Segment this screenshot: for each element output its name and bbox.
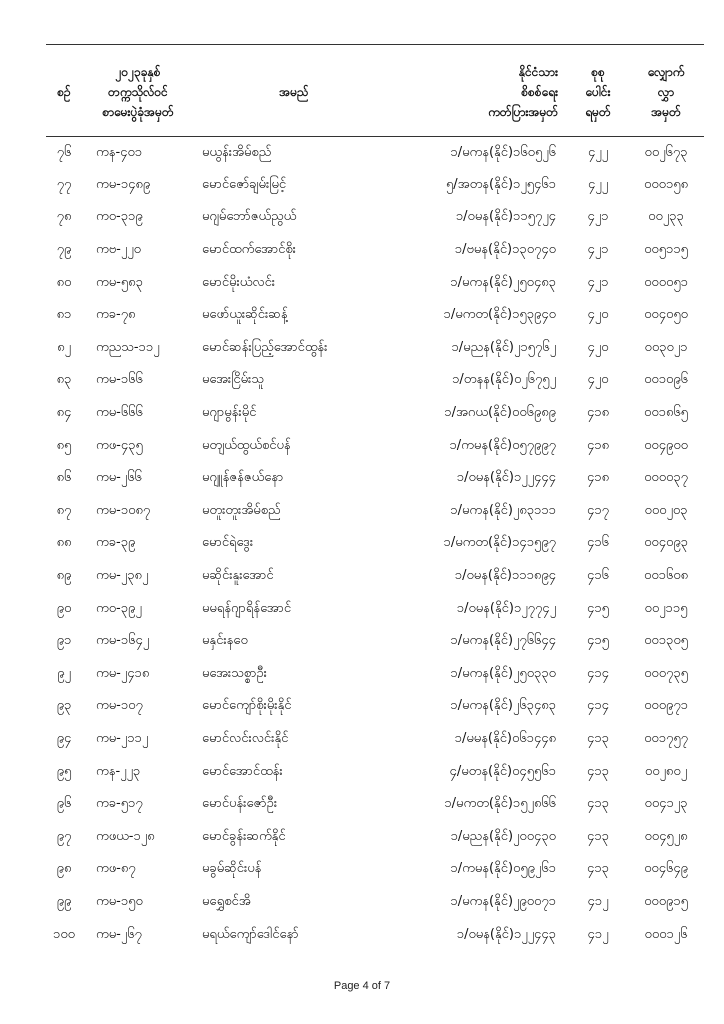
row-name: မောင်ဆန်းပြည့်အောင်ထွန်း [202,339,328,355]
row-no: ၉၀ [56,600,72,616]
row-total-score: ၄၁၃ [587,796,609,812]
row-name: မောင်ရဲဒွေး [202,535,254,551]
row-roll-number: ကန-၄၀၁ [96,144,143,160]
row-name: မတူးတူးအိမ်စည် [202,502,281,518]
row-total-score: ၄၂၁ [587,209,609,225]
row-application-number: ၀၀၃၀၂၁ [644,339,688,355]
header-app-line-3: အမှတ် [651,104,681,119]
table-row [46,462,704,495]
row-roll-number: ကမ-၂၁၁၂ [96,730,149,746]
row-nrc: ၁/ဝမန(နိုင်)၁၂၂၄၄၃ [456,926,556,942]
row-name: မောင်ကျော်စိုးမိုးနိုင် [202,698,292,714]
row-nrc: ၁/မကတ(နိုင်)၁၅၂၈၆၆ [444,796,556,812]
header-total-score [568,45,628,137]
row-roll-number: ကဝ-၃၉၂ [96,600,142,616]
table-row [46,365,704,398]
row-no: ၉၈ [56,861,72,877]
row-no: ၇၇ [56,176,72,192]
row-application-number: ၀၀၄၁၂၃ [644,796,688,812]
row-application-number: ၀၀၁၆၀၈ [644,568,688,584]
row-name: မဖော်ယူးဆိုင်းဆန့် [202,307,288,323]
row-no: ၁၀၀ [53,926,75,942]
table-row [46,821,704,854]
row-name: မဂျာမွန်းမိုင် [202,405,257,421]
row-roll-number: ကမ-၂၆၇ [96,926,142,942]
row-roll-number: ကမ-၆၆၆ [96,405,143,421]
table-row [46,788,704,821]
row-application-number: ၀၀၄၅၂၈ [644,828,688,844]
table-row [46,658,704,691]
row-total-score: ၄၁၈ [586,437,610,453]
row-name: မောင်မိုးယံလင်း [202,274,276,290]
row-nrc: ၁/မကန(နိုင်)၂၉၀၀၇၁ [450,893,556,909]
row-name: မောင်ဇော်ချမ်းမြင့် [202,176,287,192]
row-nrc: ၁/မကန(နိုင်)၁၆၀၅၂၆ [450,144,556,160]
row-name: မောင်ခွန်းဆက်နိုင် [202,828,286,844]
row-name: မယွန်းအိမ်စည် [202,144,272,160]
row-name: မောင်ထက်အောင်စိုး [202,242,296,258]
row-no: ၉၂ [57,665,71,681]
row-application-number: ၀၀၁၃၀၅ [644,633,688,649]
row-name: မအေးငြိမ်းသူ [202,372,264,388]
row-total-score: ၄၁၇ [587,502,609,518]
row-nrc: ၅/အတန(နိုင်)၁၂၅၄၆၁ [445,176,556,192]
row-application-number: ၀၀၁၇၅၇ [644,730,688,746]
table-row [46,919,704,952]
row-total-score: ၄၂၀ [587,307,609,323]
row-name: မခွမ်ဆိုင်းပန် [202,861,262,877]
table-row [46,267,704,300]
row-name: မဂျမ်ဘော်ဇယ်ညွယ် [202,209,297,225]
row-total-score: ၄၁၃ [587,730,609,746]
row-roll-number: ကမ-၁၀၇ [96,698,143,714]
row-total-score: ၄၁၄ [587,698,609,714]
row-nrc: ၁/မကတ(နိုင်)၁၄၁၅၉၇ [443,535,556,551]
row-roll-number: ကညသ-၁၁၂ [96,339,160,355]
row-total-score: ၄၁၈ [586,405,610,421]
row-application-number: ၀၀၂၁၁၅ [644,600,688,616]
table-row [46,299,704,332]
row-no: ၈၈ [56,535,72,551]
row-roll-number: ကခ-၅၁၇ [96,796,143,812]
row-total-score: ၄၂၀ [587,339,609,355]
row-no: ၈၆ [56,470,72,486]
row-nrc: ၁/ဝမန(နိုင်)၁၂၂၄၄၄ [456,470,556,486]
row-name: မောင်အောင်ထန်း [202,763,283,779]
row-application-number: ၀၀၅၁၁၅ [644,242,688,258]
row-no: ၈၇ [56,502,72,518]
row-no: ၉၁ [56,633,72,649]
row-no: ၉၇ [56,828,72,844]
row-nrc: ၁/ဝမန(နိုင်)၁၁၅၇၂၄ [455,209,556,225]
row-application-number: ၀၀၀၂၀၃ [644,502,688,518]
row-roll-number: ကဗ-၂၂၀ [96,242,141,258]
row-roll-number: ကဝ-၃၁၉ [96,209,143,225]
row-roll-number: ကဖ-၈၇ [96,861,136,877]
row-roll-number: ကမ-၁၆၆ [96,372,143,388]
row-nrc: ၁/ဝမန(နိုင်)၁၂၇၇၄၂ [456,600,556,616]
header-roll-line-2: တက္ကသိုလ်ဝင် [108,84,168,99]
row-total-score: ၄၂၂ [587,144,609,160]
row-no: ၈၉ [56,568,72,584]
table-body [46,137,704,952]
row-no: ၈၀ [56,274,72,290]
row-no: ၈၁ [56,307,72,323]
row-nrc: ၁/မကန(နိုင်)၂၇၆၆၄၄ [450,633,556,649]
table-row [46,430,704,463]
table-row [46,137,704,170]
row-no: ၈၃ [56,372,72,388]
row-roll-number: ကဖယ-၁၂၈ [96,828,155,844]
row-total-score: ၄၁၃ [587,861,609,877]
row-application-number: ၀၀၀၀၅၁ [644,274,688,290]
row-no: ၉၅ [56,763,72,779]
page-number: Page 4 of 7 [333,980,391,992]
row-name: မတျယ်ထွယ်စင်ပန် [202,437,291,453]
row-nrc: ၁/အဂယ(နိုင်)၀၀၆၉၈၉ [444,405,556,421]
results-table [46,44,704,951]
row-total-score: ၄၂၁ [587,242,609,258]
row-nrc: ၁/မကန(နိုင်)၂၅၀၃၃၀ [450,665,556,681]
table-row [46,234,704,267]
row-nrc: ၁/မကန(နိုင်)၂၆၃၄၈၃ [450,698,556,714]
row-name: မရွှေစင်အိ [202,893,251,909]
row-roll-number: ကခ-၃၉ [96,535,136,551]
row-application-number: ၀၀၀၀၃၇ [644,470,688,486]
row-roll-number: ကမ-၁၄၈၉ [96,176,151,192]
row-application-number: ၀၀၀၉၁၅ [644,893,688,909]
row-total-score: ၄၂၀ [587,372,609,388]
row-roll-number: ကခ-၇၈ [96,307,136,323]
header-name: အမည် [279,84,309,99]
table-row [46,756,704,789]
row-total-score: ၄၁၅ [587,633,609,649]
table-row [46,625,704,658]
row-name: မရယ်ကျော်ဒေါင်နော် [202,926,299,942]
row-nrc: ၁/မကတ(နိုင်)၁၅၃၉၄၀ [443,307,556,323]
row-application-number: ၀၀၂၈၀၂ [644,763,688,779]
row-nrc: ၁/မကန(နိုင်)၂၅၀၄၈၃ [450,274,556,290]
row-nrc: ၁/ဗမန(နိုင်)၁၃၀၇၄၀ [454,242,556,258]
header-total-line-2: ပေါင်း [585,84,611,99]
table-row [46,593,704,626]
row-nrc: ၄/မတန(နိုင်)၀၄၅၅၆၁ [449,763,556,779]
row-application-number: ၀၀၀၁၅၈ [644,176,688,192]
header-roll-line-3: စာမေးပွဲခုံအမှတ် [102,104,174,119]
row-total-score: ၄၁၃ [587,828,609,844]
row-nrc: ၁/ဝမန(နိုင်)၁၁၁၈၉၄ [454,568,556,584]
header-total-line-3: ရမှတ် [585,104,611,119]
table-row [46,495,704,528]
table-row [46,560,704,593]
row-application-number: ၀၀၂၆၇၃ [644,144,688,160]
row-total-score: ၄၁၂ [587,893,609,909]
row-application-number: ၀၀၁၈၆၅ [644,405,688,421]
table-row [46,691,704,724]
row-roll-number: ကမ-၁၀၈၇ [96,502,151,518]
row-total-score: ၄၁၃ [587,763,609,779]
row-application-number: ၀၀၄၆၄၉ [644,861,688,877]
row-no: ၇၈ [56,209,72,225]
row-no: ၇၉ [56,242,72,258]
row-application-number: ၀၀၀၁၂၆ [644,926,688,942]
table-row [46,169,704,202]
row-roll-number: ကမ-၅၈၃ [96,274,143,290]
row-roll-number: ကဖ-၄၃၅ [96,437,143,453]
row-application-number: ၀၀၄၉၀၀ [644,437,688,453]
row-total-score: ၄၁၂ [587,926,609,942]
row-roll-number: ကမ-၁၅၀ [96,893,143,909]
row-name: မောင်ပန်းဇော်ဦး [202,796,278,812]
header-total-line-1: စုစု [591,64,605,79]
row-no: ၈၂ [57,339,71,355]
row-roll-number: ကမ-၂၄၁၈ [96,665,150,681]
header-nrc-line-3: ကတ်ပြားအမှတ် [488,104,558,119]
row-roll-number: ကမ-၁၆၄၂ [96,633,150,649]
header-nrc-line-1: နိုင်ငံသား [518,64,558,79]
row-roll-number: ကမ-၂၆၆ [96,470,142,486]
table-row [46,723,704,756]
table-row [46,332,704,365]
header-nrc [394,45,568,137]
row-nrc: ၁/ကမန(နိုင်)၀၅၉၂၆၁ [450,861,556,877]
header-roll-number [82,45,194,137]
table-row [46,528,704,561]
row-roll-number: ကမ-၂၃၈၂ [96,568,149,584]
row-no: ၇၆ [56,144,72,160]
header-roll-line-1: ၂၀၂၃ခုနှစ် [115,64,161,79]
row-total-score: ၄၂၂ [587,176,609,192]
row-name: မောင်လင်းလင်းနိုင် [202,730,289,746]
header-nrc-line-2: စိစစ်ရေး [521,84,558,99]
row-no: ၈၅ [56,437,72,453]
row-no: ၉၆ [56,796,72,812]
row-name: မဆိုင်းနူးအောင် [202,568,274,584]
row-application-number: ၀၀၂၃၃ [648,209,684,225]
row-nrc: ၁/မမန(နိုင်)၀၆၁၄၄၈ [454,730,556,746]
row-total-score: ၄၁၆ [587,568,609,584]
table-row [46,397,704,430]
row-name: မဂျူန်ဇန်ဇယ်နော [202,470,284,486]
row-total-score: ၄၁၄ [587,665,609,681]
row-application-number: ၀၀၀၉၇၁ [644,698,688,714]
header-no: စဉ် [57,84,71,99]
header-application-number [628,45,704,137]
row-no: ၈၄ [56,405,72,421]
header-app-line-1: လျှောက် [647,64,685,79]
row-nrc: ၁/မကန(နိုင်)၂၈၃၁၁၁ [450,502,556,518]
table-header-row [46,45,704,137]
header-app-line-2: လွှာ [657,84,675,99]
row-nrc: ၁/ကမန(နိုင်)၀၅၇၉၉၇ [449,437,556,453]
row-application-number: ၀၀၀၇၃၅ [644,665,688,681]
row-name: မမရန်ဂျာရိန်အောင် [202,600,292,616]
table-row [46,886,704,919]
row-application-number: ၀၀၄၀၅၀ [644,307,688,323]
row-nrc: ၁/မညန(နိုင်)၂၁၅၇၆၂ [451,339,556,355]
row-nrc: ၁/တနန(နိုင်)၀၂၆၇၅၂ [452,372,556,388]
row-nrc: ၁/မညန(နိုင်)၂၀၀၄၃၀ [450,828,556,844]
row-roll-number: ကန-၂၂၃ [96,763,141,779]
row-name: မအေးသစ္စာဦး [202,665,267,681]
row-application-number: ၀၀၁၀၉၆ [644,372,688,388]
table-row [46,854,704,887]
row-total-score: ၄၂၁ [587,274,609,290]
row-application-number: ၀၀၄၀၉၃ [644,535,688,551]
row-name: မနှင်းနဝေ [202,633,248,649]
row-total-score: ၄၁၆ [587,535,609,551]
table-row [46,202,704,235]
row-no: ၉၄ [56,730,72,746]
row-no: ၉၉ [56,893,72,909]
row-total-score: ၄၁၅ [587,600,609,616]
row-no: ၉၃ [56,698,72,714]
row-total-score: ၄၁၈ [586,470,610,486]
